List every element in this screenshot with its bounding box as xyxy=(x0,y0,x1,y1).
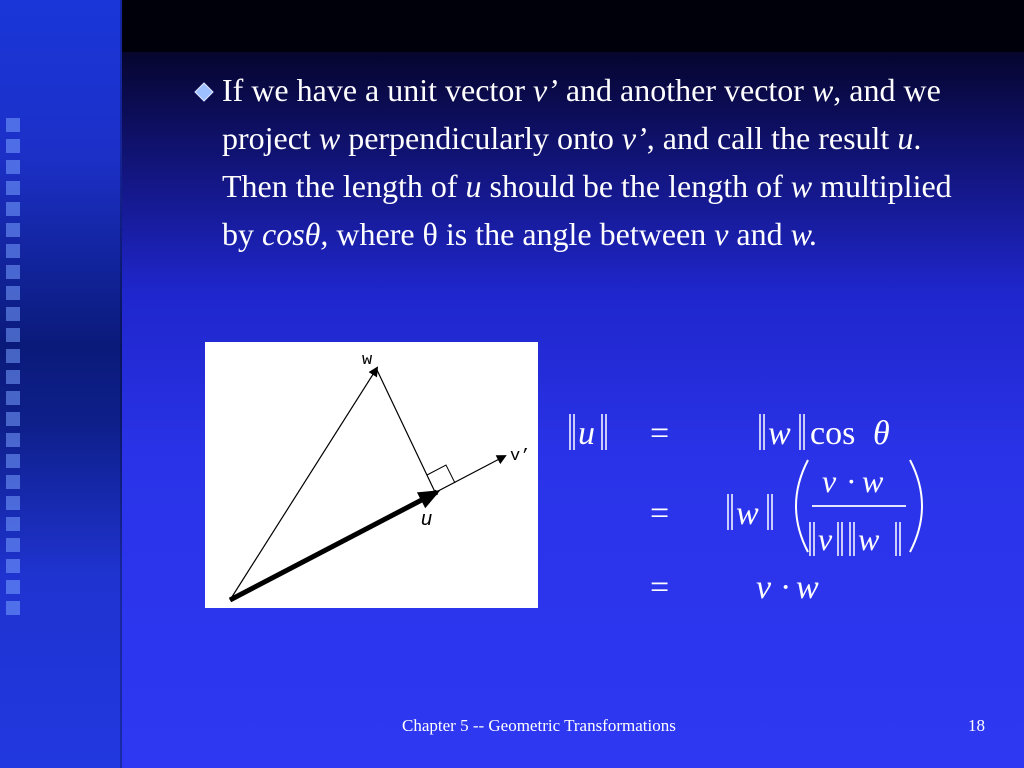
text-run: . Then the length of xyxy=(222,120,922,204)
italic-variable: w xyxy=(790,168,813,204)
italic-variable: w xyxy=(811,72,834,108)
decorative-square xyxy=(6,307,20,321)
italic-variable: u xyxy=(465,168,482,204)
left-paren xyxy=(796,460,808,552)
decorative-square xyxy=(6,349,20,363)
row1-w: w xyxy=(768,415,791,452)
italic-variable: v’ xyxy=(621,120,647,156)
label-w: w xyxy=(362,351,373,370)
row3-dot: · xyxy=(780,569,792,606)
num-dot: · xyxy=(846,463,857,499)
footer-page-number: 18 xyxy=(968,716,985,735)
decorative-square xyxy=(6,454,20,468)
text-run: perpendicularly onto xyxy=(340,120,622,156)
decorative-square xyxy=(6,202,20,216)
decorative-square xyxy=(6,517,20,531)
label-u: u xyxy=(421,508,433,530)
decorative-square xyxy=(6,286,20,300)
den-w: w xyxy=(858,521,880,557)
left-decorative-strip xyxy=(0,0,122,768)
num-w: w xyxy=(862,463,884,499)
row3-v: v xyxy=(756,569,772,606)
decorative-squares xyxy=(6,118,22,622)
decorative-square xyxy=(6,265,20,279)
italic-variable: v’ xyxy=(532,72,558,108)
decorative-square xyxy=(6,244,20,258)
decorative-square xyxy=(6,160,20,174)
den-v: v xyxy=(818,521,833,557)
decorative-square xyxy=(6,475,20,489)
equation-svg xyxy=(560,400,960,620)
equation-block xyxy=(560,400,960,620)
perpendicular-line xyxy=(377,370,435,492)
decorative-square xyxy=(6,118,20,132)
decorative-square xyxy=(6,433,20,447)
text-run: multiplied by xyxy=(222,168,952,252)
right-paren xyxy=(910,460,922,552)
text-run: If we have a unit vector xyxy=(222,72,533,108)
italic-variable: v xyxy=(714,216,729,252)
decorative-square xyxy=(6,181,20,195)
vector-u-arrow xyxy=(230,492,437,600)
slide-body-text xyxy=(222,66,962,258)
decorative-square xyxy=(6,370,20,384)
row1-u: u xyxy=(578,415,595,452)
projection-diagram-svg xyxy=(205,342,538,608)
decorative-square xyxy=(6,391,20,405)
projection-diagram xyxy=(205,342,538,608)
equals-sign: = xyxy=(650,415,670,452)
text-run: should be the length of xyxy=(481,168,791,204)
text-run: where θ is the angle between xyxy=(328,216,715,252)
decorative-square xyxy=(6,559,20,573)
diamond-bullet-icon xyxy=(194,82,214,102)
italic-variable: u xyxy=(897,120,914,156)
text-run: , and call the result xyxy=(646,120,898,156)
right-angle-marker xyxy=(427,465,455,483)
text-run: and xyxy=(728,216,791,252)
footer-chapter-title: Chapter 5 -- Geometric Transformations xyxy=(402,716,676,735)
label-v-prime: v’ xyxy=(510,447,531,466)
decorative-square xyxy=(6,496,20,510)
text-run: and another vector xyxy=(557,72,812,108)
top-dark-band xyxy=(122,0,1024,52)
decorative-square xyxy=(6,412,20,426)
decorative-square xyxy=(6,601,20,615)
row2-w: w xyxy=(736,495,759,532)
decorative-square xyxy=(6,139,20,153)
equals-sign: = xyxy=(650,495,670,532)
text-run: , and we project xyxy=(222,72,941,156)
italic-variable: w xyxy=(318,120,341,156)
italic-variable: w. xyxy=(790,216,818,252)
row1-cos: cos xyxy=(810,415,856,452)
decorative-square xyxy=(6,580,20,594)
decorative-square xyxy=(6,538,20,552)
italic-variable: cosθ, xyxy=(262,216,329,252)
vector-w-arrow xyxy=(230,368,377,600)
num-v: v xyxy=(822,463,837,499)
equals-sign: = xyxy=(650,569,670,606)
decorative-square xyxy=(6,223,20,237)
decorative-square xyxy=(6,328,20,342)
row1-theta: θ xyxy=(873,415,890,452)
row3-w: w xyxy=(796,569,819,606)
